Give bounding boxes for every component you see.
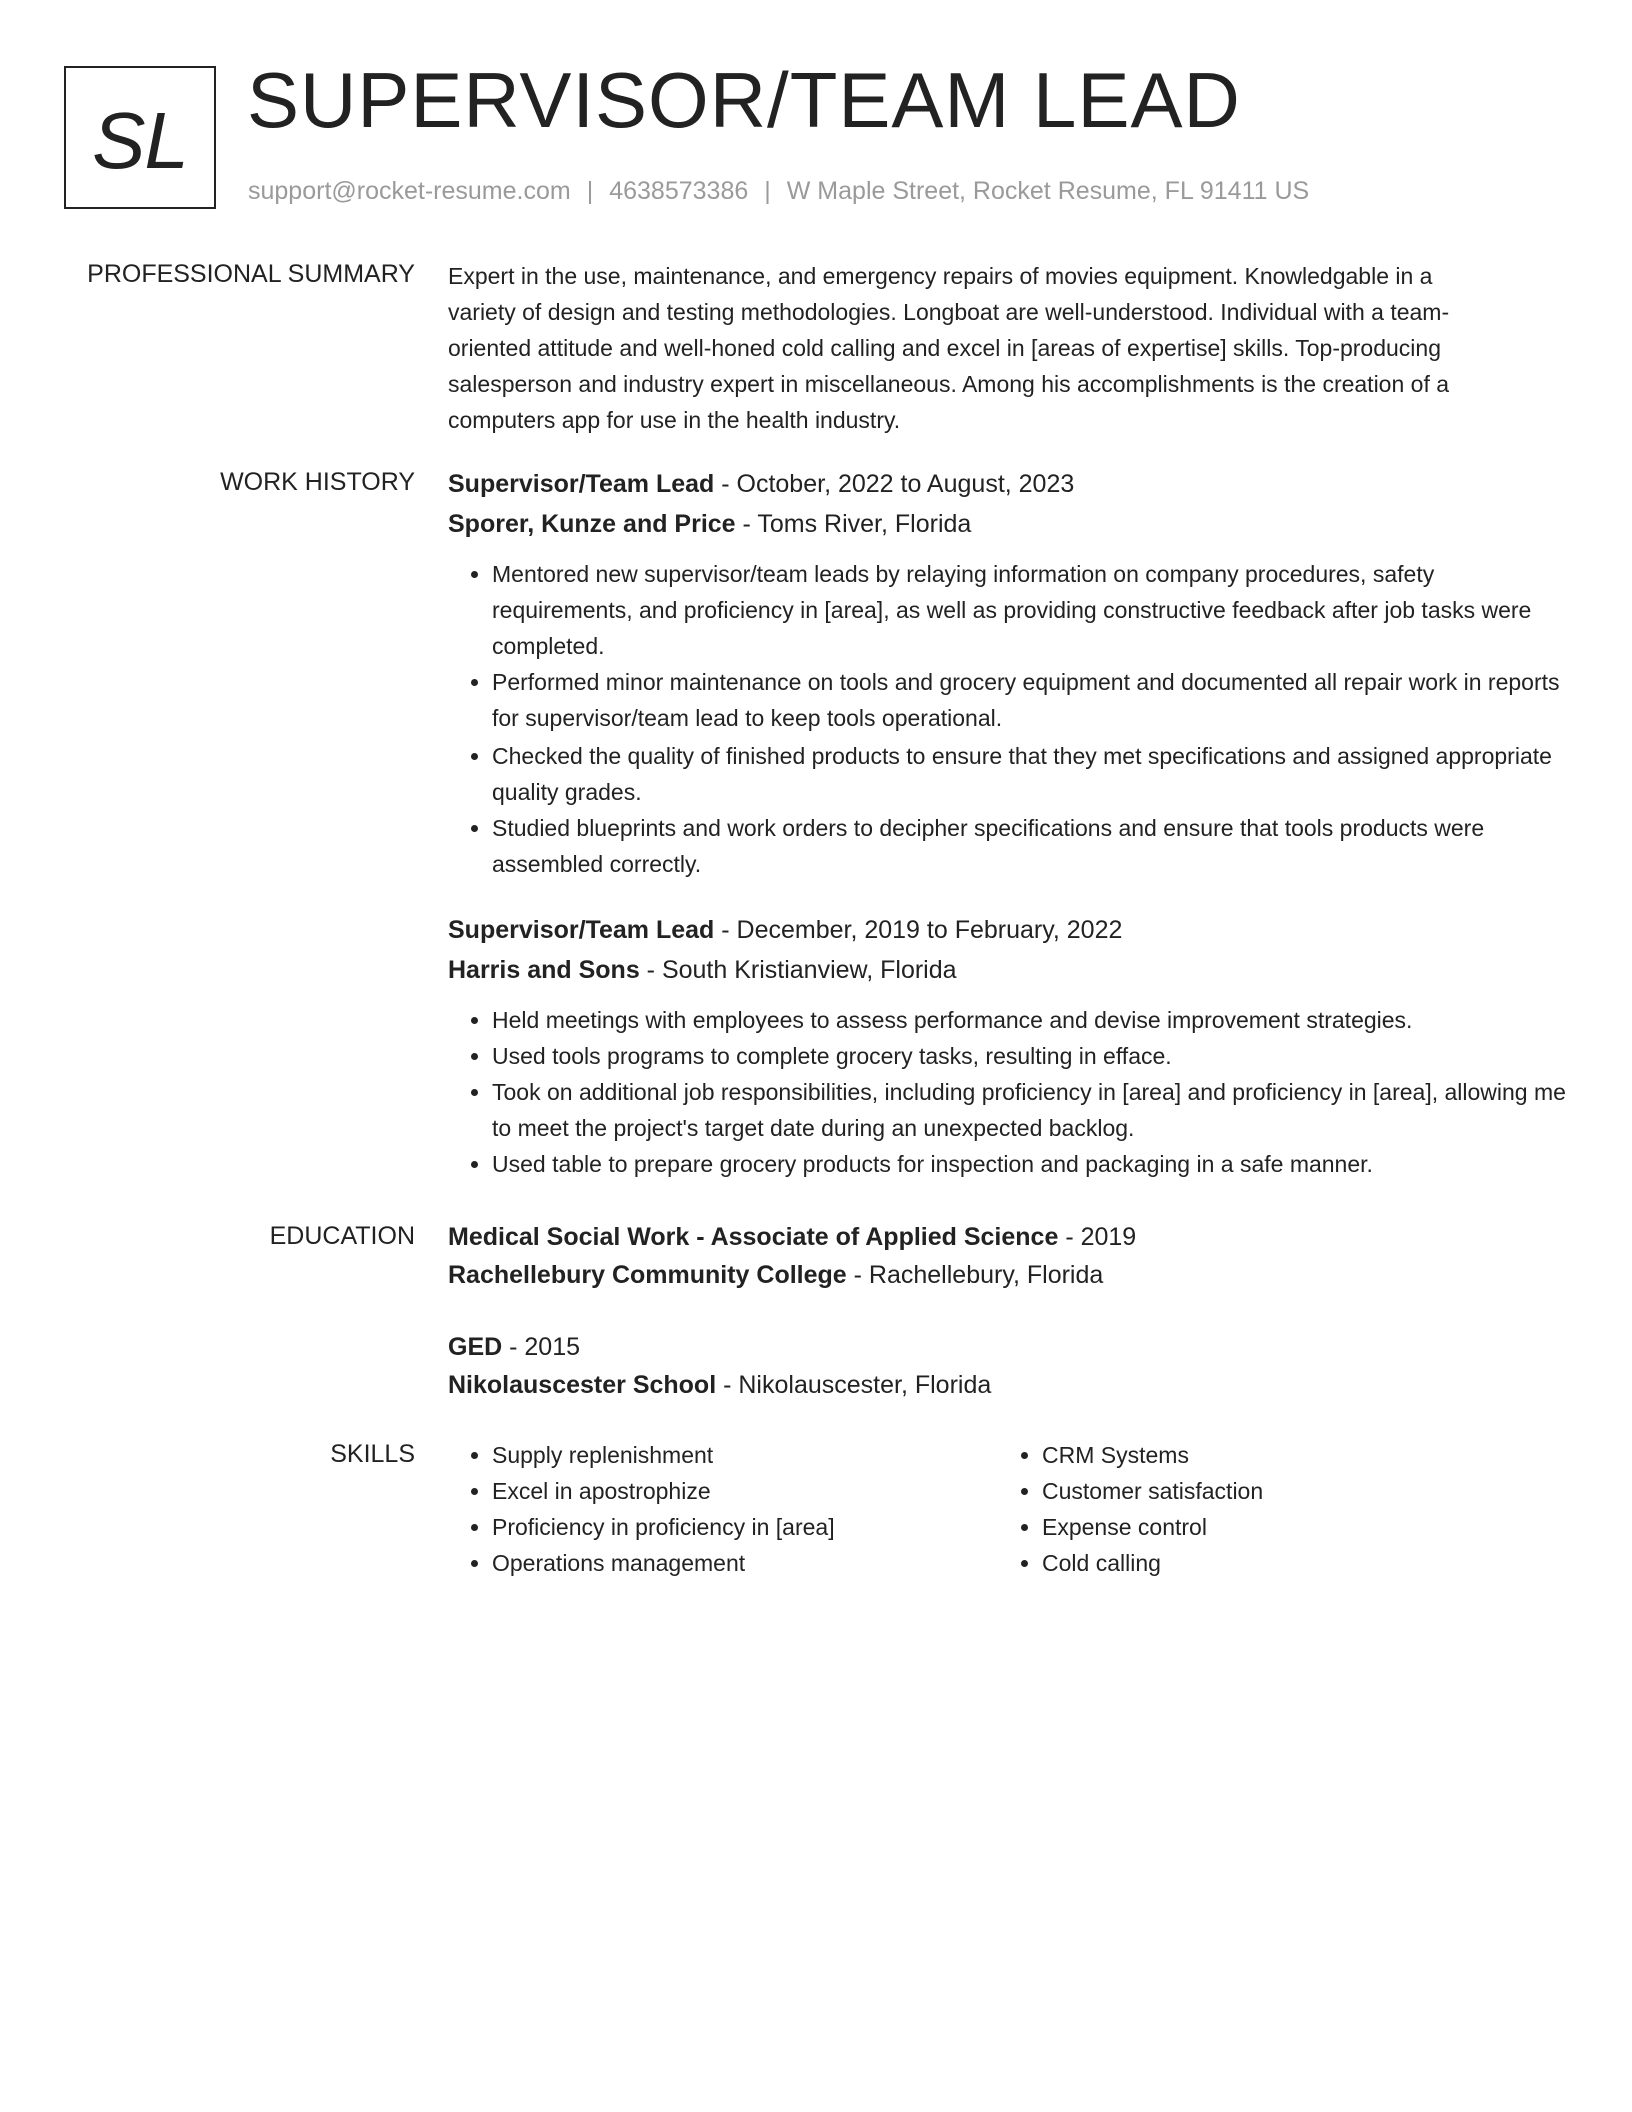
education-heading: EDUCATION [269,1222,415,1250]
summary-line: Expert in the use, maintenance, and emergency repairs of movies equipment. Knowledgable in a [448,263,1433,289]
education-location: - Nikolauscester, Florida [716,1371,992,1399]
page-title: SUPERVISOR/TEAM LEAD [247,56,1241,144]
skills-list-right [998,1437,1548,1581]
job-entry [448,464,1573,882]
job-bullets [448,556,1573,882]
job-bullet: • Checked the quality of finished products to ensure that they met specifications and assigned appropriate quality grades. [492,738,1573,810]
education-school-line [448,1256,1573,1294]
education-school-line [448,1366,1573,1404]
job-entry [448,910,1573,1182]
work-history-body [448,464,1573,1210]
contact-email: support@rocket-resume.com [248,177,571,205]
education-degree: Medical Social Work - Associate of Applied Science [448,1223,1059,1251]
skills-list-left [448,1437,998,1581]
job-title-line [448,910,1573,950]
skill-item: • Proficiency in proficiency in [area] [492,1509,998,1545]
job-bullets [448,1002,1573,1182]
contact-address: W Maple Street, Rocket Resume, FL 91411 US [786,177,1310,205]
summary-heading: PROFESSIONAL SUMMARY [87,260,415,288]
job-company: Harris and Sons [448,956,640,984]
skills-heading: SKILLS [330,1440,415,1468]
job-bullet: • Used tools programs to complete grocery tasks, resulting in efface. [492,1038,1573,1074]
skill-item: • Supply replenishment [492,1437,998,1473]
job-location: - Toms River, Florida [735,510,972,538]
skill-item: • Customer satisfaction [1042,1473,1548,1509]
job-title-line [448,464,1573,504]
skills-body [448,1437,1573,1581]
education-year: - 2019 [1058,1223,1137,1251]
job-company: Sporer, Kunze and Price [448,510,736,538]
job-title: Supervisor/Team Lead [448,916,715,944]
skill-item: • Expense control [1042,1509,1548,1545]
education-year: - 2015 [502,1333,581,1361]
education-degree-line [448,1218,1573,1256]
summary-text [448,258,1573,438]
education-school: Nikolauscester School [448,1371,717,1399]
job-bullet: • Held meetings with employees to assess performance and devise improvement strategies. [492,1002,1573,1038]
contact-line [248,176,1309,206]
monogram-initials: SL [92,95,188,185]
job-bullet: • Used table to prepare grocery products for inspection and packaging in a safe manner. [492,1146,1573,1182]
summary-line: oriented attitude and well-honed cold calling and excel in [areas of expertise] skills. Top-producing [448,335,1441,361]
education-school: Rachellebury Community College [448,1261,847,1289]
job-bullet: • Performed minor maintenance on tools and grocery equipment and documented all repair work in reports for supervisor/team lead to keep tools operational. [492,664,1573,736]
skill-item: • CRM Systems [1042,1437,1548,1473]
summary-line: variety of design and testing methodologies. Longboat are well-understood. Individual with a team- [448,299,1450,325]
summary-line: computers app for use in the health industry. [448,407,901,433]
education-degree-line [448,1328,1573,1366]
education-entry [448,1218,1573,1294]
job-company-line [448,504,1573,544]
job-dates: - December, 2019 to February, 2022 [714,916,1123,944]
job-bullet: • Studied blueprints and work orders to decipher specifications and ensure that tools products were assembled correctly. [492,810,1573,882]
contact-separator: | [586,177,594,205]
education-body [448,1218,1573,1438]
work-history-heading: WORK HISTORY [220,468,415,496]
monogram-box [64,66,216,209]
skill-item: • Excel in apostrophize [492,1473,998,1509]
job-location: - South Kristianview, Florida [639,956,957,984]
education-location: - Rachellebury, Florida [846,1261,1104,1289]
contact-separator: | [764,177,771,205]
education-entry [448,1328,1573,1404]
education-degree: GED [448,1333,503,1361]
contact-phone: 4638573386 [609,177,749,205]
job-company-line [448,950,1573,990]
job-dates: - October, 2022 to August, 2023 [714,470,1075,498]
skill-item: • Cold calling [1042,1545,1548,1581]
job-bullet: • Mentored new supervisor/team leads by relaying information on company procedures, safety requirements, and proficiency in [area], as well as providing constructive feedback after job tasks were completed. [492,556,1573,664]
job-bullet: • Took on additional job responsibilities, including proficiency in [area] and proficiency in [area], allowing me to meet the project's target date during an unexpected backlog. [492,1074,1573,1146]
summary-line: salesperson and industry expert in miscellaneous. Among his accomplishments is the creation of a [448,371,1450,397]
skill-item: • Operations management [492,1545,998,1581]
job-title: Supervisor/Team Lead [448,470,715,498]
